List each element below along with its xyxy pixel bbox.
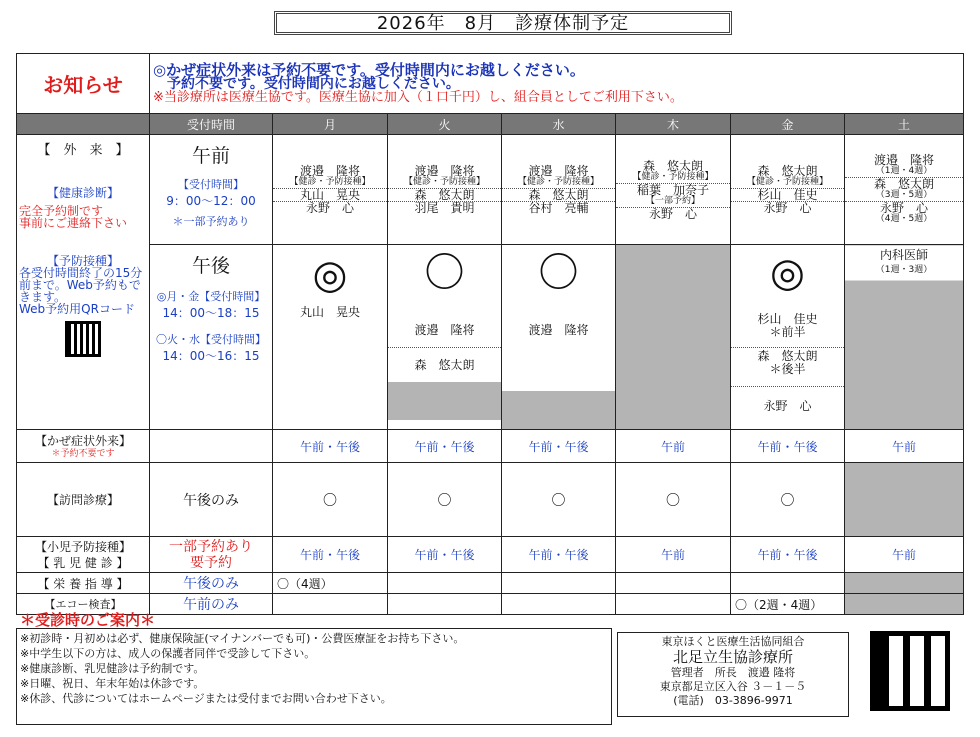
am-fri: 森 悠太朗 【健診・予防接種】 杉山 佳史 永野 心 — [731, 135, 845, 245]
echo-reception: 午前のみ — [150, 594, 273, 615]
am-reception: 午前 【受付時間】 9：00～12：00 ＊一部予約あり — [150, 135, 273, 245]
visit-tue: 〇 — [388, 463, 502, 537]
pm-wed: 〇 渡邉 隆将 — [502, 245, 616, 430]
org-info: 東京ほくと医療生活協同組合 北足立生協診療所 管理者 所長 渡邉 隆将 東京都足立区入谷 ３－１－５ (電話) 03-3896-9971 — [617, 632, 849, 717]
child-thu: 午前 — [616, 537, 731, 573]
qr-code-icon — [65, 321, 101, 357]
pm-tue: 〇 渡邉 隆将 森 悠太朗 — [388, 245, 502, 430]
cold-mon: 午前・午後 — [273, 430, 388, 463]
day-thu: 木 — [616, 114, 731, 135]
am-wed: 渡邉 隆将 【健診・予防接種】 森 悠太朗 谷村 亮輔 — [502, 135, 616, 245]
child-mon: 午前・午後 — [273, 537, 388, 573]
day-tue: 火 — [388, 114, 502, 135]
notice-box: ◎かぜ症状外来は予約不要です。受付時間内にお越しください。 予約不要です。受付時間内にお越しください。 ※当診療所は医療生協です。医療生協に加入（１口千円）し、組合員としてご利用下さい。 — [150, 54, 964, 114]
echo-label: 【エコー検査】 — [17, 594, 150, 615]
visit-info-box: ※初診時・月初めは必ず、健康保険証(マイナンバーでも可)・公費医療証をお持ち下さい。 ※中学生以下の方は、成人の保護者同伴で受診して下さい。 ※健康診断、乳児健診は予約制です。 ※日曜、祝日、年末年始は休診です。 ※休診、代診についてはホームページまたは受付までお問い合わせ下さい。 — [16, 628, 612, 725]
pm-reception: 午後 ◎月・金【受付時間】 14：00～18：15 〇火・水【受付時間】 14：00～16：15 — [150, 245, 273, 430]
am-tue: 渡邉 隆将 【健診・予防接種】 森 悠太朗 羽尾 貴明 — [388, 135, 502, 245]
schedule-table — [16, 53, 964, 615]
child-label: 【小児予防接種】 【 乳 児 健 診 】 — [17, 537, 150, 573]
cold-thu: 午前 — [616, 430, 731, 463]
child-reception: 一部予約あり 要予約 — [150, 537, 273, 573]
visit-reception: 午後のみ — [150, 463, 273, 537]
visit-sat — [845, 463, 964, 537]
notice-label: お知らせ — [17, 54, 150, 114]
reception-header: 受付時間 — [150, 114, 273, 135]
cold-fri: 午前・午後 — [731, 430, 845, 463]
page-title: 2026年 8月 診療体制予定 — [274, 11, 732, 35]
day-mon: 月 — [273, 114, 388, 135]
am-sat: 渡邉 隆将 （1週・4週） 森 悠太朗 （3週・5週） 永野 心 （4週・5週） — [845, 135, 964, 245]
cold-label: 【かぜ症状外来】 ＊予約不要です — [17, 430, 150, 463]
day-wed: 水 — [502, 114, 616, 135]
pm-sat: 内科医師 （1週・3週） — [845, 245, 964, 430]
nutrition-reception: 午後のみ — [150, 573, 273, 594]
qr-code-icon[interactable] — [870, 631, 950, 711]
nutrition-mon: 〇（4週） — [273, 573, 388, 594]
header-row — [17, 114, 964, 135]
visit-label: 【訪問診療】 — [17, 463, 150, 537]
visit-mon: 〇 — [273, 463, 388, 537]
echo-fri: 〇（2週・4週） — [731, 594, 845, 615]
child-sat: 午前 — [845, 537, 964, 573]
cold-sat: 午前 — [845, 430, 964, 463]
visit-thu: 〇 — [616, 463, 731, 537]
pm-thu — [616, 245, 731, 430]
am-thu: 森 悠太朗 【健診・予防接種】 稲葉 加奈子 【一部予約】 永野 心 — [616, 135, 731, 245]
cold-wed: 午前・午後 — [502, 430, 616, 463]
nutrition-label: 【 栄 養 指 導 】 — [17, 573, 150, 594]
am-mon: 渡邉 隆将 【健診・予防接種】 丸山 晃央 永野 心 — [273, 135, 388, 245]
child-wed: 午前・午後 — [502, 537, 616, 573]
outpatient-label-cell: 【 外 来 】 【健康診断】 完全予約制です 事前にご連絡下さい 【予防接種】 各受付時間終了の15分前まで。Web予約もできます。 Web予約用QRコード — [17, 135, 150, 430]
visit-wed: 〇 — [502, 463, 616, 537]
pm-fri: ◎ 杉山 佳史 ＊前半 森 悠太朗 ＊後半 永野 心 — [731, 245, 845, 430]
visit-fri: 〇 — [731, 463, 845, 537]
child-tue: 午前・午後 — [388, 537, 502, 573]
day-fri: 金 — [731, 114, 845, 135]
child-fri: 午前・午後 — [731, 537, 845, 573]
visit-info-title: ＊受診時のご案内＊ — [20, 611, 156, 629]
pm-mon: ◎ 丸山 晃央 — [273, 245, 388, 430]
day-sat: 土 — [845, 114, 964, 135]
cold-tue: 午前・午後 — [388, 430, 502, 463]
